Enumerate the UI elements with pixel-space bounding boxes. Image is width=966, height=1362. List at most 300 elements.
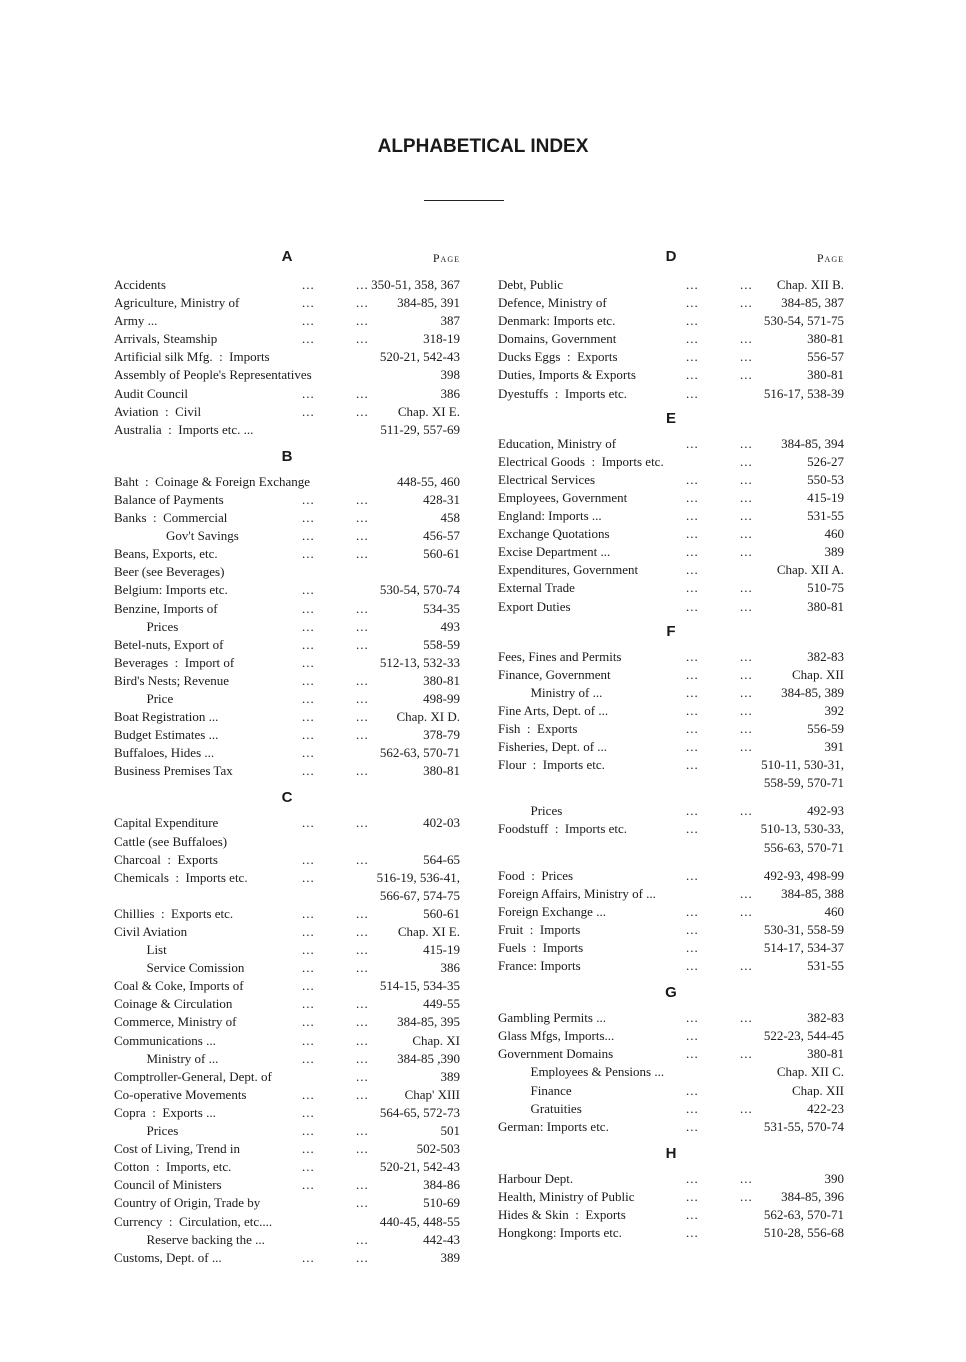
entry-page: 510-11, 530-31,: [761, 757, 844, 773]
leader-dots: ...: [740, 666, 753, 682]
index-entry: [498, 1118, 844, 1136]
leader-dots: ...: [356, 491, 369, 507]
leader-dots: ...: [302, 1159, 315, 1175]
entry-label: Council of Ministers: [114, 1177, 222, 1193]
leader-dots: ...: [686, 1170, 699, 1186]
index-column-right: [498, 248, 844, 1242]
entry-label: Cotton : Imports, etc.: [114, 1159, 232, 1175]
entry-page: Chap. XII: [792, 666, 844, 682]
index-entry: [498, 1082, 844, 1100]
entry-page: 510-28, 556-68: [763, 1225, 844, 1241]
leader-dots: ...: [302, 385, 315, 401]
leader-dots: ...: [686, 958, 699, 974]
entry-page: 384-85 ,390: [397, 1050, 460, 1066]
entry-page: 516-17, 538-39: [763, 385, 844, 401]
entry-page: 560-61: [423, 905, 460, 921]
leader-dots: ...: [686, 562, 699, 578]
entry-label: Accidents: [114, 277, 166, 292]
leader-dots: ...: [302, 1123, 315, 1139]
entry-label: Beer (see Beverages): [114, 564, 225, 580]
entry-page: 514-17, 534-37: [763, 940, 844, 955]
entry-label: Buffaloes, Hides ...: [114, 745, 215, 761]
entry-page: Chap. XII C.: [776, 1064, 844, 1080]
entry-label: Fees, Fines and Permits: [498, 648, 622, 664]
entry-label: Duties, Imports & Exports: [498, 367, 636, 383]
leader-dots: ...: [356, 763, 369, 779]
entry-page: 550-53: [807, 471, 844, 487]
leader-dots: ...: [686, 666, 699, 682]
entry-page: 398: [440, 367, 460, 383]
leader-dots: ...: [686, 471, 699, 487]
leader-dots: ...: [356, 727, 369, 743]
section-letter-c: C: [281, 789, 293, 807]
leader-dots: ...: [302, 510, 315, 526]
index-entry: [498, 543, 844, 561]
leader-dots: ...: [356, 618, 369, 634]
entry-label: Export Duties: [498, 598, 571, 614]
index-entry: [114, 726, 460, 744]
entry-label: Finance: [498, 1082, 572, 1098]
index-entry: [498, 579, 844, 597]
index-entry: [114, 1158, 460, 1176]
entry-label: Co-operative Movements: [114, 1086, 247, 1102]
leader-dots: ...: [686, 684, 699, 700]
entry-label: Exchange Quotations: [498, 526, 610, 542]
leader-dots: ...: [740, 684, 753, 700]
leader-dots: ...: [356, 1032, 369, 1048]
entry-page: 318-19: [423, 331, 460, 347]
leader-dots: ...: [686, 702, 699, 718]
leader-dots: ...: [302, 403, 315, 419]
index-entry: [114, 473, 460, 491]
leader-dots: ...: [356, 385, 369, 401]
leader-dots: ...: [740, 1046, 753, 1062]
leader-dots: ...: [302, 600, 315, 616]
index-entry: [498, 885, 844, 903]
entry-label: List: [114, 942, 167, 958]
leader-dots: ...: [302, 869, 315, 885]
leader-dots: ...: [302, 313, 315, 329]
index-entry: [114, 1194, 460, 1212]
entry-page: 531-55: [807, 508, 844, 524]
leader-dots: ...: [302, 1141, 315, 1157]
leader-dots: ...: [356, 851, 369, 867]
index-entry: [498, 666, 844, 684]
index-entry: [498, 385, 844, 403]
leader-dots: ...: [356, 1014, 369, 1030]
entry-page: 511-29, 557-69: [380, 421, 460, 437]
index-entry: [114, 833, 460, 851]
entry-label: Copra : Exports ...: [114, 1104, 216, 1120]
entry-label: Army ...: [114, 313, 158, 329]
leader-dots: ...: [686, 1188, 699, 1204]
entry-page: 564-65, 572-73: [379, 1104, 460, 1120]
leader-dots: ...: [356, 942, 369, 958]
index-entry: [114, 330, 460, 348]
leader-dots: ...: [740, 1170, 753, 1186]
entry-page: 384-86: [423, 1177, 460, 1193]
leader-dots: ...: [356, 924, 369, 939]
leader-dots: ...: [356, 815, 369, 831]
index-entry: [498, 702, 844, 720]
index-entry: [498, 1063, 844, 1081]
entry-label: Communications ...: [114, 1032, 216, 1048]
entry-label: Commerce, Ministry of: [114, 1014, 237, 1030]
leader-dots: ...: [356, 528, 369, 544]
index-entry: [498, 366, 844, 384]
entry-page: 384-85, 391: [397, 295, 460, 311]
entry-label: Government Domains: [498, 1046, 614, 1062]
index-entry: [114, 762, 460, 780]
entry-page: 384-85, 395: [397, 1014, 460, 1030]
index-entry: [498, 525, 844, 543]
index-entry: [114, 1231, 460, 1249]
entry-label: Food : Prices: [498, 867, 574, 883]
leader-dots: ...: [356, 331, 369, 347]
entry-page: 402-03: [423, 815, 460, 831]
title-rule: [424, 200, 504, 201]
leader-dots: ...: [686, 526, 699, 542]
index-entry: [114, 995, 460, 1013]
section-header-d: [498, 248, 844, 268]
index-entry: [114, 403, 460, 421]
entry-label: Cattle (see Buffaloes): [114, 833, 228, 849]
entry-label: Baht : Coinage & Foreign Exchange: [114, 473, 311, 489]
entry-label: England: Imports ...: [498, 508, 602, 524]
entry-label: Expenditures, Government: [498, 562, 639, 578]
entry-page: 510-75: [807, 580, 844, 596]
index-entry: [498, 489, 844, 507]
leader-dots: ...: [302, 491, 315, 507]
index-entry: [498, 1206, 844, 1224]
leader-dots: ...: [686, 648, 699, 664]
entry-page: 501: [440, 1123, 460, 1139]
index-entry: [498, 435, 844, 453]
entry-page: 520-21, 542-43: [379, 349, 460, 365]
leader-dots: ...: [740, 1010, 753, 1026]
leader-dots: ...: [356, 1141, 369, 1157]
entry-label: Electrical Goods : Imports etc.: [498, 453, 664, 469]
entry-page: Chap' XIII: [404, 1086, 460, 1102]
index-entry: [114, 941, 460, 959]
entry-label: Arrivals, Steamship: [114, 331, 218, 347]
index-entry: [114, 672, 460, 690]
leader-dots: ...: [356, 313, 369, 329]
leader-dots: ...: [740, 803, 753, 819]
entry-label: Prices: [114, 1123, 179, 1139]
index-entry: [114, 869, 460, 887]
section-letter-f: F: [666, 622, 676, 640]
entry-page: 492-93: [807, 803, 844, 819]
leader-dots: ...: [686, 277, 699, 292]
leader-dots: ...: [356, 277, 369, 292]
leader-dots: ...: [740, 739, 753, 755]
entry-label: Coinage & Circulation: [114, 996, 233, 1012]
entry-label: Coal & Coke, Imports of: [114, 978, 244, 994]
entry-page: 350-51, 358, 367: [371, 277, 460, 292]
entry-page: 386: [440, 960, 460, 976]
entry-page: 422-23: [807, 1100, 844, 1116]
entry-label: Domains, Government: [498, 331, 617, 347]
index-entry: [114, 1068, 460, 1086]
leader-dots: ...: [302, 996, 315, 1012]
index-entry: [114, 581, 460, 599]
leader-dots: ...: [356, 996, 369, 1012]
entry-label: Foreign Affairs, Ministry of ...: [498, 885, 656, 901]
leader-dots: ...: [740, 648, 753, 664]
section-letter: A: [281, 248, 293, 265]
leader-dots: ...: [686, 598, 699, 614]
leader-dots: ...: [356, 1177, 369, 1193]
index-entry: [114, 1122, 460, 1140]
index-entry: [114, 851, 460, 869]
leader-dots: ...: [686, 435, 699, 451]
leader-dots: ...: [302, 745, 315, 761]
entry-page: 428-31: [423, 491, 460, 507]
entry-label: Chemicals : Imports etc.: [114, 869, 248, 885]
leader-dots: ...: [740, 702, 753, 718]
leader-dots: ...: [686, 1010, 699, 1026]
leader-dots: ...: [356, 672, 369, 688]
entry-label: Balance of Payments: [114, 491, 224, 507]
leader-dots: ...: [302, 942, 315, 958]
leader-dots: ...: [740, 720, 753, 736]
entry-label: Glass Mfgs, Imports...: [498, 1028, 615, 1044]
entry-label: Defence, Ministry of: [498, 295, 607, 311]
entry-label: Fisheries, Dept. of ...: [498, 739, 608, 755]
entry-page: 380-81: [423, 763, 460, 779]
leader-dots: ...: [686, 903, 699, 919]
index-entry: [498, 957, 844, 975]
leader-dots: ...: [740, 489, 753, 505]
index-entry: [498, 1170, 844, 1188]
entry-label: Health, Ministry of Public: [498, 1188, 635, 1204]
index-entry: [498, 903, 844, 921]
leader-dots: ...: [302, 851, 315, 867]
leader-dots: ...: [686, 867, 699, 883]
entry-page: 530-54, 571-75: [763, 313, 844, 329]
entry-label: Hongkong: Imports etc.: [498, 1225, 622, 1241]
entry-label: Civil Aviation: [114, 924, 188, 939]
entry-page: 449-55: [423, 996, 460, 1012]
entry-page: 564-65: [423, 851, 460, 867]
leader-dots: ...: [686, 331, 699, 347]
entry-label: Australia : Imports etc. ...: [114, 421, 254, 437]
leader-dots: ...: [302, 672, 315, 688]
entry-label: Artificial silk Mfg. : Imports: [114, 349, 270, 365]
entry-page: 392: [824, 702, 844, 718]
section-letter: D: [665, 248, 677, 265]
index-entry: [498, 648, 844, 666]
index-entry: [498, 598, 844, 616]
entry-label: Prices: [498, 803, 563, 819]
leader-dots: ...: [356, 403, 369, 419]
leader-dots: ...: [686, 349, 699, 365]
index-entry: [114, 1140, 460, 1158]
index-entry: [114, 977, 460, 995]
entry-page: 510-13, 530-33,: [760, 821, 844, 837]
entry-label: Gov't Savings: [114, 528, 239, 544]
leader-dots: ...: [740, 885, 753, 901]
leader-dots: ...: [302, 654, 315, 670]
entry-page: 531-55, 570-74: [763, 1118, 844, 1134]
entry-page: 556-57: [807, 349, 844, 365]
index-entry: [498, 453, 844, 471]
entry-page: 415-19: [423, 942, 460, 958]
entry-page: 566-67, 574-75: [379, 887, 460, 903]
leader-dots: ...: [356, 1123, 369, 1139]
index-entry: [498, 1188, 844, 1206]
entry-page: 384-85, 394: [781, 435, 844, 451]
leader-dots: ...: [302, 815, 315, 831]
leader-dots: ...: [740, 1188, 753, 1204]
entry-page: 384-85, 389: [781, 684, 844, 700]
entry-page: 380-81: [807, 367, 844, 383]
entry-page: 492-93, 498-99: [763, 867, 844, 883]
index-entry: [498, 738, 844, 756]
leader-dots: ...: [302, 528, 315, 544]
index-entry: [114, 1013, 460, 1031]
index-entry: [114, 923, 460, 941]
entry-label: Budget Estimates ...: [114, 727, 219, 743]
section-letter-e: E: [665, 409, 676, 427]
leader-dots: ...: [686, 1225, 699, 1241]
entry-page: 390: [824, 1170, 844, 1186]
index-entry: [498, 720, 844, 738]
index-entry: [498, 294, 844, 312]
entry-label: Ministry of ...: [498, 684, 603, 700]
index-entry: [114, 690, 460, 708]
index-column-left: [114, 248, 460, 1267]
entry-page: 522-23, 544-45: [763, 1028, 844, 1044]
leader-dots: ...: [686, 295, 699, 311]
leader-dots: ...: [356, 690, 369, 706]
index-entry: [498, 1027, 844, 1045]
index-entry: [114, 509, 460, 527]
leader-dots: ...: [686, 803, 699, 819]
entry-page: 442-43: [423, 1231, 460, 1247]
leader-dots: ...: [302, 1177, 315, 1193]
entry-label: Foodstuff : Imports etc.: [498, 821, 628, 837]
leader-dots: ...: [686, 544, 699, 560]
entry-page: 382-83: [807, 1010, 844, 1026]
leader-dots: ...: [686, 1100, 699, 1116]
index-entry: [498, 348, 844, 366]
leader-dots: ...: [302, 636, 315, 652]
leader-dots: ...: [356, 295, 369, 311]
entry-label: Beverages : Import of: [114, 654, 235, 670]
entry-page: 460: [824, 903, 844, 919]
leader-dots: ...: [356, 905, 369, 921]
entry-label: German: Imports etc.: [498, 1118, 609, 1134]
index-entry: [114, 366, 460, 384]
entry-page: Chap. XI: [412, 1032, 460, 1048]
leader-dots: ...: [686, 580, 699, 596]
leader-dots: ...: [740, 903, 753, 919]
leader-dots: ...: [302, 690, 315, 706]
entry-page: 498-99: [423, 690, 460, 706]
index-entry: [114, 545, 460, 563]
leader-dots: ...: [302, 295, 315, 311]
entry-label: Bird's Nests; Revenue: [114, 672, 229, 688]
index-entry: [114, 887, 460, 905]
entry-page: 458: [440, 510, 460, 526]
entry-page: Chap. XII B.: [776, 277, 844, 292]
entry-label: Education, Ministry of: [498, 435, 617, 451]
entry-label: Electrical Services: [498, 471, 596, 487]
entry-page: 514-15, 534-35: [379, 978, 460, 994]
index-entry: [498, 939, 844, 957]
index-entry: [498, 867, 844, 885]
leader-dots: ...: [740, 295, 753, 311]
entry-page: 382-83: [807, 648, 844, 664]
entry-page: 530-54, 570-74: [379, 582, 460, 598]
entry-page: 380-81: [423, 672, 460, 688]
leader-dots: ...: [686, 757, 699, 773]
entry-page: 389: [440, 1249, 460, 1265]
leader-dots: ...: [356, 600, 369, 616]
entry-page: 558-59, 570-71: [763, 775, 844, 791]
entry-label: Betel-nuts, Export of: [114, 636, 224, 652]
leader-dots: ...: [740, 598, 753, 614]
index-entry: [114, 491, 460, 509]
entry-page: 387: [440, 313, 460, 329]
entry-label: Ducks Eggs : Exports: [498, 349, 618, 365]
index-entry: [114, 600, 460, 618]
entry-page: Chap. XI E.: [397, 403, 460, 419]
section-header-a: [114, 248, 460, 268]
leader-dots: ...: [740, 367, 753, 383]
leader-dots: ...: [740, 544, 753, 560]
entry-label: Ministry of ...: [114, 1050, 219, 1066]
index-entry: [114, 1213, 460, 1231]
leader-dots: ...: [302, 277, 315, 292]
index-entry: [114, 814, 460, 832]
entry-label: Aviation : Civil: [114, 403, 202, 419]
entry-page: 378-79: [423, 727, 460, 743]
entry-label: Denmark: Imports etc.: [498, 313, 616, 329]
leader-dots: ...: [356, 510, 369, 526]
index-entry: [114, 421, 460, 439]
leader-dots: ...: [302, 1050, 315, 1066]
index-entry: [498, 1100, 844, 1118]
entry-page: 386: [440, 385, 460, 401]
section-letter-h: H: [665, 1144, 677, 1162]
entry-page: 380-81: [807, 331, 844, 347]
leader-dots: ...: [302, 960, 315, 976]
leader-dots: ...: [686, 821, 699, 837]
entry-page: 531-55: [807, 958, 844, 974]
entry-label: Fruit : Imports: [498, 921, 581, 937]
leader-dots: ...: [302, 924, 315, 939]
entry-page: 520-21, 542-43: [379, 1159, 460, 1175]
page-column-label: Page: [816, 251, 844, 265]
entry-label: External Trade: [498, 580, 575, 596]
entry-label: Cost of Living, Trend in: [114, 1141, 241, 1157]
leader-dots: ...: [740, 435, 753, 451]
index-entry: [114, 385, 460, 403]
index-entry: [114, 1176, 460, 1194]
entry-page: 448-55, 460: [397, 473, 460, 489]
index-entry: [114, 312, 460, 330]
leader-dots: ...: [686, 1028, 699, 1044]
leader-dots: ...: [686, 720, 699, 736]
entry-label: Price: [114, 690, 174, 706]
entry-label: Debt, Public: [498, 277, 563, 292]
index-entry: [498, 507, 844, 525]
leader-dots: ...: [686, 739, 699, 755]
entry-page: 384-85, 388: [781, 885, 844, 901]
